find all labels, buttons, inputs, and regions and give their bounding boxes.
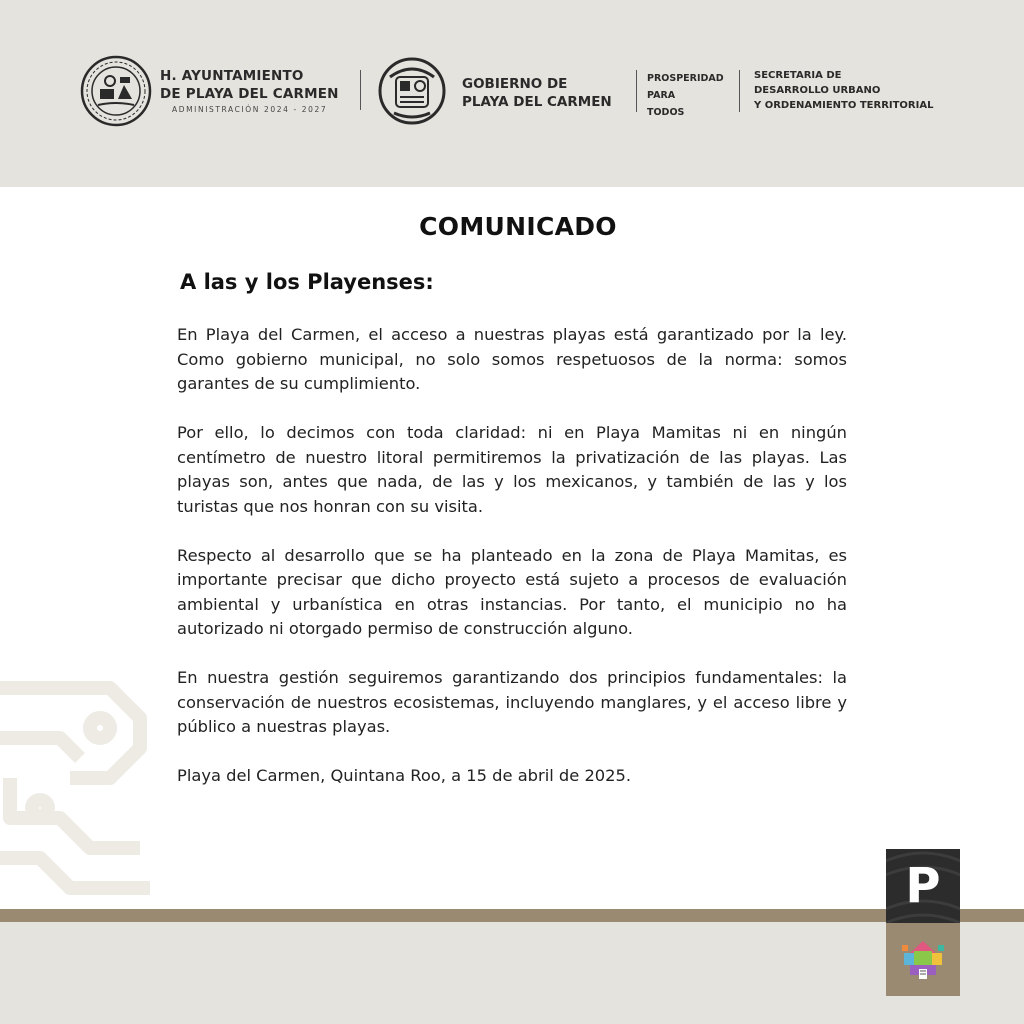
administration-period: ADMINISTRACIÓN 2024 - 2027 <box>172 105 328 114</box>
body-paragraph: En Playa del Carmen, el acceso a nuestras playas está garantizado por la ley. Como gobierno municipal, no solo somos respetuosos de la norma: somos garantes de su cumplimiento. <box>177 325 847 393</box>
brand-badge <box>886 849 960 996</box>
slogan <box>647 70 724 121</box>
badge-top <box>886 849 960 923</box>
body-paragraph: En nuestra gestión seguiremos garantizando dos principios fundamentales: la conservación de nuestros ecosistemas, incluyendo manglares, y el acceso libre y público a nuestras playas. <box>177 668 847 736</box>
secretaria-line: SECRETARIA DE <box>754 70 842 81</box>
body-paragraph: Por ello, lo decimos con toda claridad: ni en Playa Mamitas ni en ningún centímetro de nuestro litoral permitiremos la privatización de las playas. Las playas son, antes que nada, de las y los mexicanos, y también de las y los turistas que nos honran con su visita. <box>177 423 847 516</box>
header-band <box>0 0 1024 187</box>
badge-letter: P <box>905 858 941 914</box>
body-paragraph: Respecto al desarrollo que se ha planteado en la zona de Playa Mamitas, es importante precisar que dicho proyecto está sujeto a procesos de evaluación ambiental y urbanística en otras instancias. Por tanto, el municipio no ha autorizado ni otorgado permiso de construcción alguno. <box>177 545 847 638</box>
closing-line: Playa del Carmen, Quintana Roo, a 15 de abril de 2025. <box>177 766 632 785</box>
secretaria-line: DESARROLLO URBANO <box>754 85 881 96</box>
government-line1: GOBIERNO DE <box>462 76 568 92</box>
header-divider <box>636 70 637 112</box>
badge-bottom <box>886 923 960 996</box>
slogan-line: TODOS <box>647 107 685 118</box>
header-divider <box>739 70 740 112</box>
slogan-line: PROSPERIDAD <box>647 73 724 84</box>
government-crest-icon <box>376 55 448 127</box>
ayuntamiento-name <box>160 67 339 103</box>
government-name <box>462 75 612 111</box>
municipal-seal-icon <box>80 55 152 127</box>
footer-accent-line <box>0 909 1024 922</box>
greeting: A las y los Playenses: <box>180 270 434 294</box>
header-divider <box>360 70 361 110</box>
secretaria-name <box>754 68 933 113</box>
government-line2: PLAYA DEL CARMEN <box>462 94 612 110</box>
ayuntamiento-line2: DE PLAYA DEL CARMEN <box>160 86 339 102</box>
slogan-line: PARA <box>647 90 676 101</box>
document-body <box>177 323 847 813</box>
colorful-house-icon <box>896 933 950 987</box>
footer-band <box>0 922 1024 1024</box>
decorative-pattern <box>0 668 160 908</box>
ayuntamiento-line1: H. AYUNTAMIENTO <box>160 68 304 84</box>
secretaria-line: Y ORDENAMIENTO TERRITORIAL <box>754 100 934 111</box>
document-title: COMUNICADO <box>419 212 617 241</box>
